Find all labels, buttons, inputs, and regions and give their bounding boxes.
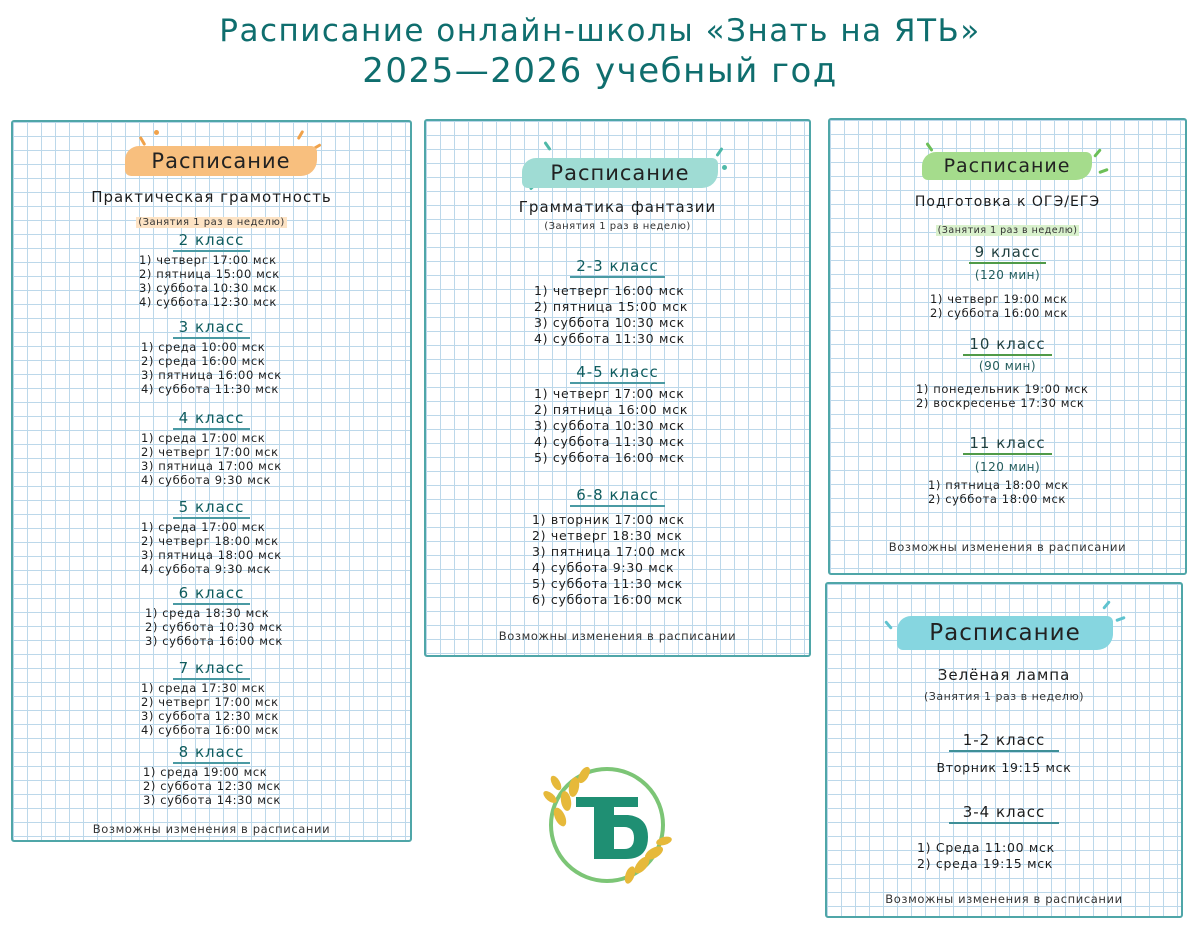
schedule-item: 1) пятница 18:00 мск [928, 478, 1069, 492]
grade-label: 1-2 класс [949, 731, 1060, 752]
card-practical-literacy [11, 120, 412, 842]
grade-label: 2 класс [173, 231, 251, 252]
spark-decoration [297, 130, 305, 140]
grade-label: 3-4 класс [949, 803, 1060, 824]
grade-group [426, 256, 809, 347]
grade-label: 10 класс [963, 335, 1051, 356]
schedule-item: 1) четверг 17:00 мск [534, 386, 685, 401]
grade-group [13, 658, 410, 737]
schedule-badge: Расписание [522, 158, 718, 188]
schedule-item: 3) суббота 10:30 мск [139, 281, 277, 295]
schedule-item: 2) четверг 17:00 мск [141, 445, 279, 459]
changes-note: Возможны изменения в расписании [92, 822, 331, 836]
schedule-item: 1) среда 10:00 мск [141, 340, 266, 354]
schedule-item: 1) вторник 17:00 мск [532, 512, 685, 527]
grade-label: 3 класс [173, 318, 251, 339]
subject-title: Зелёная лампа [937, 666, 1071, 684]
schedule-item: 2) четверг 18:30 мск [532, 528, 683, 543]
grade-group [13, 317, 410, 396]
schedule-item: 1) четверг 17:00 мск [139, 253, 277, 267]
school-logo [538, 753, 676, 891]
schedule-item: 2) четверг 18:00 мск [141, 534, 279, 548]
schedule-item: 1) понедельник 19:00 мск [916, 382, 1089, 396]
schedule-item: 1) среда 18:30 мск [145, 606, 270, 620]
grade-label: 4 класс [173, 409, 251, 430]
schedule-item: 4) суббота 11:30 мск [141, 382, 279, 396]
grade-group [827, 730, 1181, 776]
grade-group [827, 802, 1181, 872]
schedule-item: 3) суббота 16:00 мск [145, 634, 283, 648]
schedule-item: 4) суббота 16:00 мск [141, 723, 279, 737]
frequency-note: (Занятия 1 раз в неделю) [937, 225, 1078, 236]
grade-label: 2-3 класс [570, 257, 665, 278]
spark-decoration [543, 141, 551, 151]
schedule-item: 1) четверг 19:00 мск [930, 292, 1068, 306]
schedule-badge: Расписание [922, 152, 1092, 180]
dot-decoration [154, 130, 159, 135]
subject-title: Подготовка к ОГЭ/ЕГЭ [914, 194, 1101, 210]
grade-group [13, 583, 410, 648]
schedule-item: 2) суббота 12:30 мск [143, 779, 281, 793]
title-line-2: 2025—2026 учебный год [362, 50, 838, 91]
duration-label: (90 мин) [978, 359, 1037, 373]
card-exam-prep [828, 118, 1187, 575]
schedule-item: 6) суббота 16:00 мск [532, 592, 683, 607]
schedule-item: 1) четверг 16:00 мск [534, 283, 685, 298]
page-title [0, 14, 1200, 91]
schedule-item: 3) пятница 17:00 мск [141, 459, 282, 473]
grade-group [13, 408, 410, 487]
schedule-item: 1) среда 19:00 мск [143, 765, 268, 779]
spark-decoration [884, 620, 893, 630]
spark-decoration [1093, 148, 1102, 158]
spark-decoration [1098, 168, 1108, 174]
grade-group [830, 242, 1185, 320]
schedule-item: 3) суббота 10:30 мск [534, 418, 685, 433]
wheat-wreath-icon [538, 753, 676, 891]
grade-group [13, 742, 410, 807]
schedule-item: 2) суббота 16:00 мск [930, 306, 1068, 320]
duration-label: (120 мин) [974, 460, 1041, 474]
frequency-note: (Занятия 1 раз в неделю) [138, 217, 285, 228]
dot-decoration [722, 165, 727, 170]
schedule-item: 4) суббота 12:30 мск [139, 295, 277, 309]
spark-decoration [715, 147, 723, 157]
grade-group [830, 334, 1185, 410]
schedule-item: 2) суббота 18:00 мск [928, 492, 1066, 506]
schedule-item: 1) среда 17:00 мск [141, 520, 266, 534]
schedule-item: 5) суббота 11:30 мск [532, 576, 683, 591]
frequency-note: (Занятия 1 раз в неделю) [923, 690, 1085, 703]
schedule-item: 1) Среда 11:00 мск [917, 840, 1055, 855]
schedule-item: 2) суббота 10:30 мск [145, 620, 283, 634]
schedule-badge: Расписание [897, 616, 1113, 650]
grade-label: 6 класс [173, 584, 251, 605]
grade-label: 9 класс [969, 243, 1047, 264]
subject-title: Практическая грамотность [91, 188, 332, 206]
schedule-item: 3) пятница 18:00 мск [141, 548, 282, 562]
card-green-lamp [825, 582, 1183, 918]
grade-group [426, 362, 809, 466]
grade-group [830, 433, 1185, 506]
schedule-item: 3) суббота 14:30 мск [143, 793, 281, 807]
spark-decoration [1115, 616, 1125, 622]
schedule-item: 3) суббота 12:30 мск [141, 709, 279, 723]
schedule-item: 2) пятница 15:00 мск [139, 267, 280, 281]
changes-note: Возможны изменения в расписании [498, 629, 737, 643]
card-grammar-fantasy [424, 119, 811, 657]
spark-decoration [139, 136, 147, 146]
grade-label: 5 класс [173, 498, 251, 519]
grade-group [13, 230, 410, 309]
schedule-item: 2) среда 19:15 мск [917, 856, 1054, 871]
subject-title: Грамматика фантазии [518, 198, 717, 216]
schedule-item: 1) среда 17:00 мск [141, 431, 266, 445]
grade-label: 6-8 класс [570, 486, 665, 507]
duration-label: (120 мин) [974, 268, 1041, 282]
schedule-item: 5) суббота 16:00 мск [534, 450, 685, 465]
schedule-item: 2) четверг 17:00 мск [141, 695, 279, 709]
schedule-item: 2) пятница 15:00 мск [534, 299, 689, 314]
spark-decoration [925, 142, 933, 152]
schedule-item: 4) суббота 11:30 мск [534, 434, 685, 449]
changes-note: Возможны изменения в расписании [885, 892, 1123, 906]
schedule-item: 3) пятница 17:00 мск [532, 544, 687, 559]
grade-group [426, 485, 809, 608]
schedule-item: Вторник 19:15 мск [936, 760, 1072, 775]
schedule-item: 3) суббота 10:30 мск [534, 315, 685, 330]
schedule-item: 3) пятница 16:00 мск [141, 368, 282, 382]
schedule-item: 2) воскресенье 17:30 мск [916, 396, 1085, 410]
frequency-note: (Занятия 1 раз в неделю) [544, 221, 691, 232]
changes-note: Возможны изменения в расписании [888, 540, 1127, 554]
grade-label: 8 класс [173, 743, 251, 764]
schedule-item: 1) среда 17:30 мск [141, 681, 266, 695]
grade-group [13, 497, 410, 576]
schedule-item: 2) среда 16:00 мск [141, 354, 266, 368]
grade-label: 7 класс [173, 659, 251, 680]
schedule-item: 4) суббота 9:30 мск [532, 560, 675, 575]
spark-decoration [1102, 600, 1111, 610]
grade-label: 11 класс [963, 434, 1051, 455]
schedule-badge: Расписание [125, 146, 317, 176]
title-line-1: Расписание онлайн-школы «Знать на ЯТЬ» [219, 13, 981, 49]
grade-label: 4-5 класс [570, 363, 665, 384]
schedule-item: 4) суббота 11:30 мск [534, 331, 685, 346]
schedule-item: 4) суббота 9:30 мск [141, 562, 272, 576]
schedule-item: 4) суббота 9:30 мск [141, 473, 272, 487]
schedule-item: 2) пятница 16:00 мск [534, 402, 689, 417]
